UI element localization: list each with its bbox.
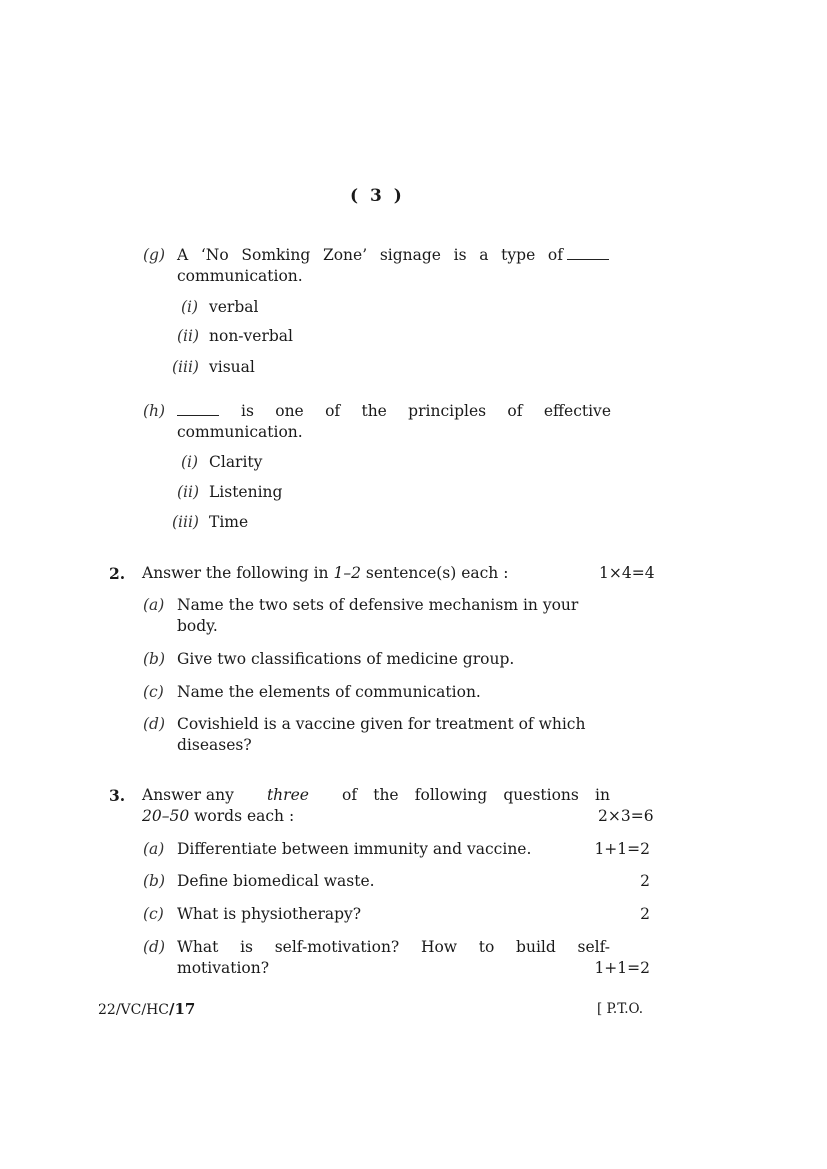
question-3d-line2: motivation? [177, 959, 270, 977]
question-3-text-a: Answer any [142, 786, 234, 804]
question-3-stem-line1 [142, 786, 610, 804]
question-3d-marks: 1+1=2 [594, 959, 650, 977]
question-3b-marks: 2 [640, 872, 650, 890]
item-label: (b) [143, 650, 166, 668]
option-text: Listening [209, 483, 283, 501]
option-label: (i) [181, 453, 199, 471]
item-label: (c) [143, 683, 164, 701]
option-label: (ii) [177, 327, 200, 345]
question-2a-line1: Name the two sets of defensive mechanism in your [177, 596, 579, 614]
question-2a-line2: body. [177, 617, 218, 635]
answer-blank [177, 405, 219, 416]
question-3c-marks: 2 [640, 905, 650, 923]
item-label: (c) [143, 905, 164, 923]
option-text: visual [209, 358, 255, 376]
question-g-text: A ‘No Somking Zone’ signage is a type of [177, 246, 563, 264]
question-2d-line2: diseases? [177, 736, 252, 754]
pto-label: [ P.T.O. [597, 1001, 644, 1017]
question-2c-text: Name the elements of communication. [177, 683, 481, 701]
question-3d-line1: What is self-motivation? How to build self- [177, 938, 610, 956]
question-number-3: 3. [109, 786, 126, 805]
answer-blank [567, 249, 609, 260]
item-label: (a) [143, 840, 165, 858]
question-number-2: 2. [109, 564, 126, 583]
question-2-text-a: Answer the following in [142, 564, 329, 582]
item-label: (d) [143, 715, 166, 733]
item-label-h: (h) [143, 402, 166, 420]
question-g-line1 [177, 246, 611, 264]
question-2-stem [142, 564, 508, 582]
question-3-stem-line2 [142, 807, 294, 825]
option-text: Time [209, 513, 249, 531]
question-3-range: 20–50 [142, 807, 190, 825]
question-3b-text: Define biomedical waste. [177, 872, 375, 890]
question-3-text-b: of the following questions in [341, 786, 610, 804]
question-h-line1 [177, 402, 611, 420]
option-label: (i) [181, 298, 199, 316]
paper-code [98, 1000, 195, 1018]
question-g-line2: communication. [177, 267, 303, 285]
option-text: non-verbal [209, 327, 293, 345]
question-2d-line1: Covishield is a vaccine given for treatment of which [177, 715, 586, 733]
question-h-line2: communication. [177, 423, 303, 441]
question-3-count: three [266, 786, 309, 804]
question-3a-text: Differentiate between immunity and vaccine. [177, 840, 532, 858]
question-3-text-c: words each : [194, 807, 295, 825]
page-number: ( 3 ) [350, 186, 405, 206]
item-label: (b) [143, 872, 166, 890]
item-label-g: (g) [143, 246, 166, 264]
question-3a-marks: 1+1=2 [594, 840, 650, 858]
option-text: verbal [209, 298, 259, 316]
question-3c-text: What is physiotherapy? [177, 905, 362, 923]
item-label: (d) [143, 938, 166, 956]
question-h-text: is one of the principles of effective [241, 402, 611, 420]
question-2-text-b: sentence(s) each : [365, 564, 509, 582]
option-label: (iii) [172, 358, 199, 376]
option-label: (iii) [172, 513, 199, 531]
question-2-marks: 1×4=4 [599, 564, 655, 582]
question-2b-text: Give two classifications of medicine group. [177, 650, 515, 668]
paper-code-prefix: 22/VC/HC [98, 1002, 169, 1018]
item-label: (a) [143, 596, 165, 614]
option-text: Clarity [209, 453, 263, 471]
paper-code-number: /17 [169, 1000, 196, 1018]
option-label: (ii) [177, 483, 200, 501]
question-3-marks: 2×3=6 [598, 807, 654, 825]
question-2-range: 1–2 [333, 564, 361, 582]
